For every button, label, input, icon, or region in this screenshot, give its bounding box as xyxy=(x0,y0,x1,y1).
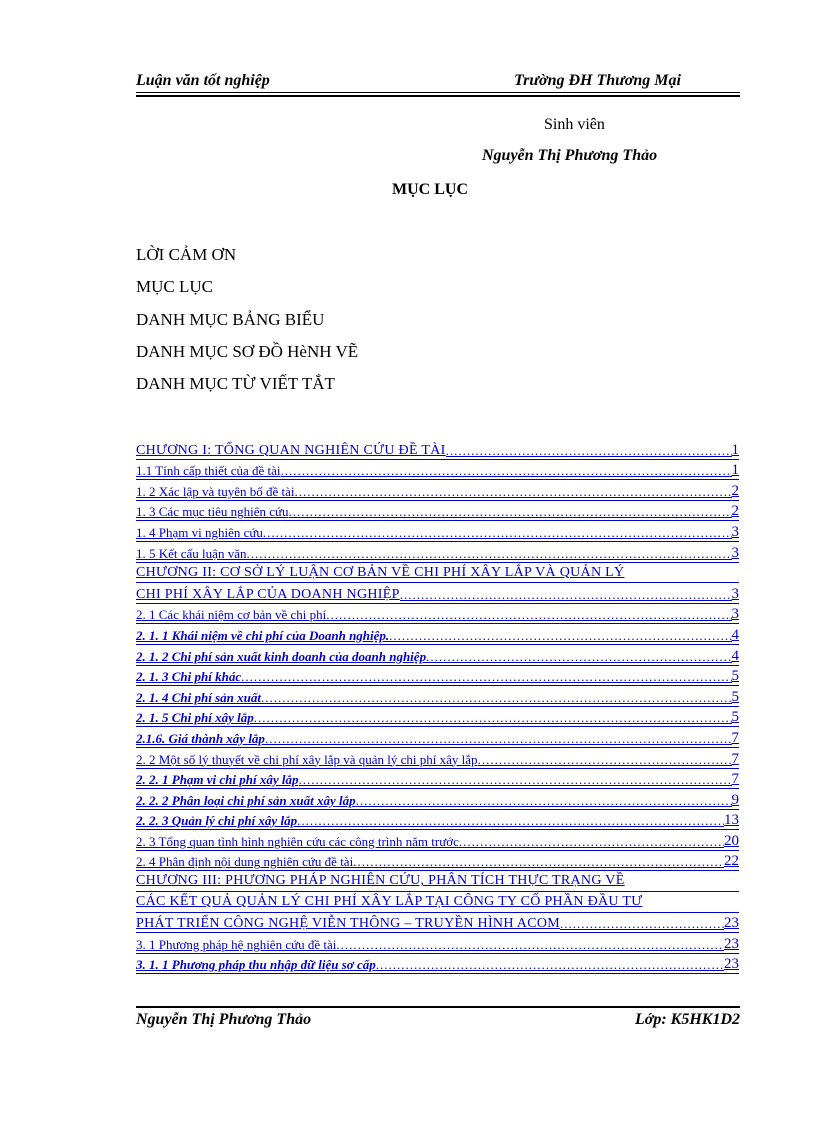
toc-leader xyxy=(297,813,724,829)
toc-page-number: 4 xyxy=(731,647,739,664)
toc-entry[interactable] xyxy=(136,501,739,522)
toc-leader xyxy=(446,443,732,459)
toc-entry[interactable] xyxy=(136,604,739,625)
toc-entry-title: 2. 1. 3 Chi phí khác xyxy=(136,669,242,685)
footer-author: Nguyễn Thị Phương Thảo xyxy=(136,1011,312,1028)
toc-entry[interactable] xyxy=(136,542,739,563)
toc-leader xyxy=(289,504,732,520)
toc-entry[interactable] xyxy=(136,521,739,542)
header-right: Trường ĐH Thương Mại xyxy=(514,72,681,89)
student-label: Sinh viên xyxy=(544,116,605,133)
toc-leader xyxy=(426,649,731,665)
toc-entry-title: 2. 1. 2 Chi phí sản xuất kinh doanh của doanh nghiệp xyxy=(136,648,427,664)
toc-entry-title: 2. 1. 5 Chi phí xây lắp xyxy=(136,710,254,726)
toc-entry-title: 2. 1 Các khái niệm cơ bản về chi phí xyxy=(136,607,327,623)
toc-entry-title: 3. 1 Phương pháp hệ nghiên cứu đề tài xyxy=(136,936,337,952)
toc-entry-title: 2. 3 Tổng quan tình hình nghiên cứu các công trình năm trước xyxy=(136,833,459,849)
toc-page-number: 9 xyxy=(731,791,739,808)
toc-entry[interactable] xyxy=(136,810,739,831)
toc-leader xyxy=(241,669,731,685)
toc-page-number: 2 xyxy=(731,503,739,520)
toc-entry[interactable] xyxy=(136,933,739,954)
page-header xyxy=(136,70,740,92)
toc-page-number: 5 xyxy=(731,709,739,726)
toc-entry[interactable] xyxy=(136,954,739,975)
toc-leader xyxy=(265,731,732,747)
toc-leader xyxy=(299,772,732,788)
toc-leader xyxy=(478,752,732,768)
toc-leader xyxy=(326,607,731,623)
toc-entry-title: 2. 2. 2 Phân loại chi phí sản xuất xây lắp xyxy=(136,792,356,808)
toc-page-number: 20 xyxy=(724,832,739,849)
toc-page-number: 5 xyxy=(731,688,739,705)
student-name: Nguyễn Thị Phương Thảo xyxy=(482,147,658,164)
toc-leader xyxy=(246,546,731,562)
toc-entry[interactable] xyxy=(136,480,739,501)
toc-page-number: 13 xyxy=(724,812,739,829)
toc-leader xyxy=(353,854,724,870)
page-title: MỤC LỤC xyxy=(392,181,468,198)
toc-entry[interactable] xyxy=(136,645,739,666)
toc-page-number: 1 xyxy=(731,462,739,479)
toc-entry-title: 3. 1. 1 Phương pháp thu nhập dữ liệu sơ cấp xyxy=(136,957,376,973)
toc-leader xyxy=(261,690,732,706)
toc-page-number: 3 xyxy=(731,585,739,602)
toc-page-number: 23 xyxy=(724,956,739,973)
front-item-figures[interactable]: DANH MỤC SƠ ĐỒ HèNH VẼ xyxy=(136,342,359,361)
toc-page-number: 3 xyxy=(731,544,739,561)
toc-entry-title: 2.1.6. Giá thành xây lắp xyxy=(136,730,265,746)
toc-entry[interactable] xyxy=(136,686,739,707)
footer-rule xyxy=(136,1006,740,1008)
toc-leader xyxy=(254,710,732,726)
toc-entry-title: 2. 1. 4 Chi phí sản xuất xyxy=(136,689,261,705)
toc-entry[interactable] xyxy=(136,707,739,728)
toc-page-number: 3 xyxy=(731,606,739,623)
footer-class: Lớp: K5HK1D2 xyxy=(634,1011,740,1028)
toc-entry[interactable] xyxy=(136,830,739,851)
toc-page-number: 23 xyxy=(724,915,739,932)
toc-entry-title: CHI PHÍ XÂY LẮP CỦA DOANH NGHIỆP xyxy=(136,586,400,602)
toc-entry[interactable] xyxy=(136,851,739,872)
toc-leader xyxy=(294,484,731,500)
toc-entry-line[interactable]: CÁC KẾT QUẢ QUẢN LÝ CHI PHÍ XÂY LẮP TẠI CÔNG TY CỔ PHẦN ĐẦU TƯ xyxy=(136,892,739,913)
toc-leader xyxy=(263,525,732,541)
toc-entry[interactable] xyxy=(136,439,739,460)
toc-leader xyxy=(281,463,732,479)
toc-leader xyxy=(336,937,724,953)
front-item-abbreviations[interactable]: DANH MỤC TỪ VIẾT TẮT xyxy=(136,374,335,393)
toc-entry[interactable] xyxy=(136,913,739,934)
toc-entry[interactable] xyxy=(136,460,739,481)
toc-entry-title: 1. 3 Các mục tiêu nghiên cứu xyxy=(136,504,289,520)
toc-leader xyxy=(376,957,724,973)
toc-leader xyxy=(356,793,732,809)
toc-entry-title: 2. 2. 3 Quản lý chi phí xây lắp xyxy=(136,813,298,829)
front-item-contents[interactable]: MỤC LỤC xyxy=(136,277,213,296)
header-rule-thick xyxy=(136,95,740,97)
toc-entry[interactable] xyxy=(136,748,739,769)
toc-page-number: 4 xyxy=(731,626,739,643)
toc-leader xyxy=(459,834,724,850)
toc-entry-title: 1. 4 Phạm vi nghiên cứu xyxy=(136,524,263,540)
toc-leader xyxy=(400,587,732,603)
toc-page-number: 1 xyxy=(731,441,739,458)
toc-page-number: 23 xyxy=(724,935,739,952)
toc-page-number: 22 xyxy=(724,853,739,870)
toc-page-number: 7 xyxy=(731,729,739,746)
header-rule xyxy=(136,92,740,93)
toc-page-number: 5 xyxy=(731,668,739,685)
front-item-thanks[interactable]: LỜI CẢM ƠN xyxy=(136,245,237,264)
toc-entry-line[interactable]: CHƯƠNG III: PHƯƠNG PHÁP NGHIÊN CỨU, PHÂN TÍCH THỰC TRẠNG VỀ xyxy=(136,871,739,892)
toc-entry-title: PHÁT TRIỂN CÔNG NGHỆ VIỄN THÔNG – TRUYỀN HÌNH ACOM xyxy=(136,916,560,932)
toc-entry-title: 1. 5 Kết cấu luận văn xyxy=(136,545,247,561)
toc-entry-title: 2. 4 Phân định nội dung nghiên cứu đề tài xyxy=(136,854,354,870)
header-left: Luận văn tốt nghiệp xyxy=(136,72,270,89)
front-item-tables[interactable]: DANH MỤC BẢNG BIỂU xyxy=(136,310,325,329)
toc-entry-title: 1.1 Tính cấp thiết của đề tài xyxy=(136,463,281,479)
toc-page-number: 7 xyxy=(731,750,739,767)
toc-entry-title: 2. 2 Một số lý thuyết về chi phí xây lắp và quản lý chi phí xây lắp xyxy=(136,751,478,767)
toc-entry-title: 1. 2 Xác lập và tuyên bố đề tài xyxy=(136,483,295,499)
toc-entry-title: 2. 2. 1 Phạm vi chi phí xây lắp xyxy=(136,772,299,788)
toc-entry[interactable] xyxy=(136,727,739,748)
toc-entry-title: CHƯƠNG I: TỔNG QUAN NGHIÊN CỨU ĐỀ TÀI xyxy=(136,442,446,458)
toc-entry[interactable] xyxy=(136,624,739,645)
toc-entry[interactable] xyxy=(136,583,739,604)
toc-page-number: 2 xyxy=(731,482,739,499)
toc-leader xyxy=(389,628,731,644)
table-of-contents xyxy=(136,439,739,974)
toc-leader xyxy=(560,916,724,932)
toc-entry[interactable] xyxy=(136,789,739,810)
toc-page-number: 3 xyxy=(731,523,739,540)
toc-entry-line[interactable]: CHƯƠNG II: CƠ SỞ LÝ LUẬN CƠ BẢN VỀ CHI PHÍ XÂY LẮP VÀ QUẢN LÝ xyxy=(136,563,739,584)
toc-entry[interactable] xyxy=(136,666,739,687)
toc-page-number: 7 xyxy=(731,771,739,788)
toc-entry-title: 2. 1. 1 Khái niệm về chi phí của Doanh nghiệp. xyxy=(136,627,390,643)
toc-entry[interactable] xyxy=(136,769,739,790)
